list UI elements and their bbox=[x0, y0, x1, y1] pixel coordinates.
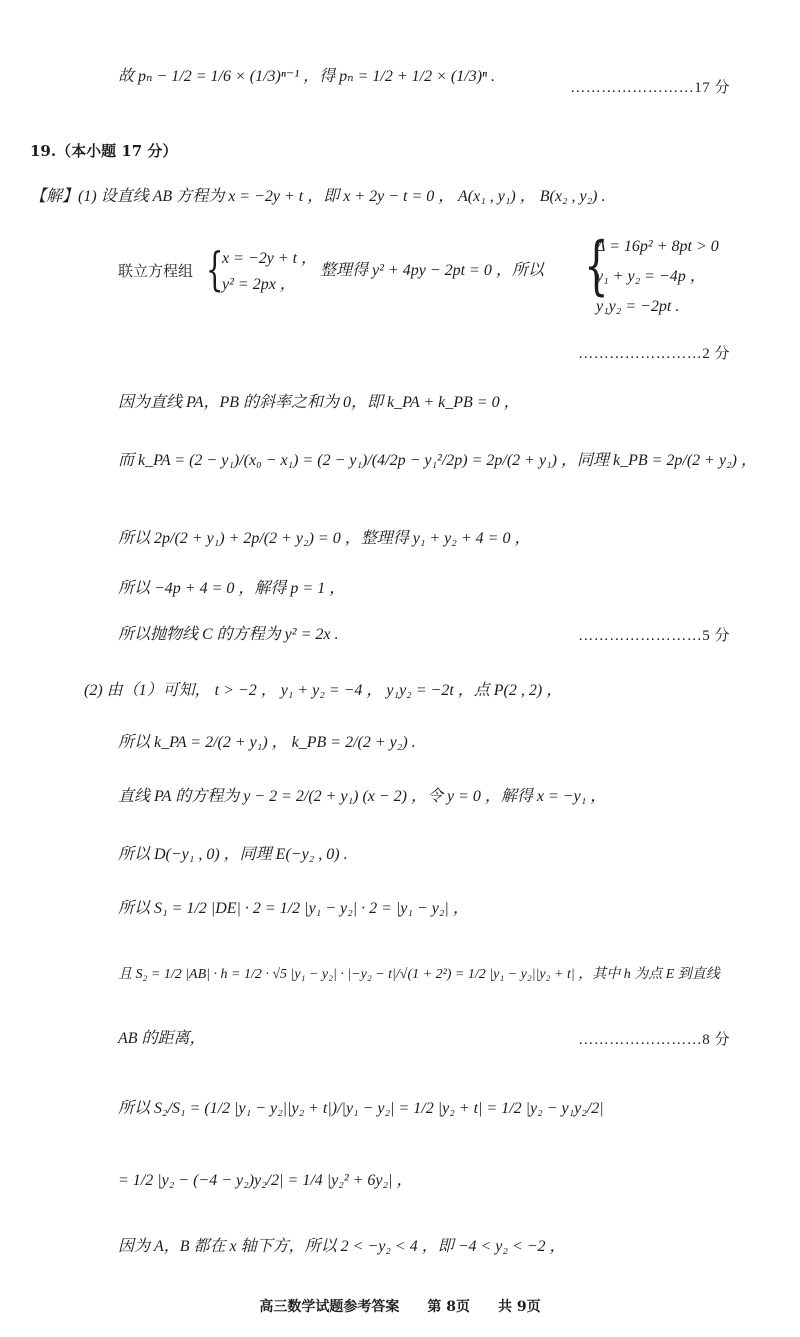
score-mark: ……………………8 分 bbox=[578, 1032, 730, 1048]
brace-icon: { bbox=[584, 229, 609, 303]
text-line: 所以 k_PA = 2/(2 + y₁) ， k_PB = 2/(2 + y₂) . bbox=[118, 734, 416, 751]
text-line: = 1/2 |y₂ − (−4 − y₂)y₂/2| = 1/4 |y₂² + 6y₂| ， bbox=[118, 1172, 413, 1189]
problem-heading: 19.（本小题 17 分） bbox=[30, 142, 178, 160]
text-line: 故 pₙ − 1/2 = 1/6 × (1/3)ⁿ⁻¹ ，得 pₙ = 1/2 + 1/2 × (1/3)ⁿ . bbox=[118, 68, 496, 85]
score-mark: ……………………5 分 bbox=[578, 628, 730, 644]
text-line: 【解】(1) 设直线 AB 方程为 x = −2y + t ，即 x + 2y − t = 0 ， A(x₁ , y₁) ， B(x₂ , y₂) . bbox=[30, 188, 606, 205]
text-line: 因为直线 PA，PB 的斜率之和为 0，即 k_PA + k_PB = 0 ， bbox=[118, 394, 520, 411]
score-mark: ……………………17 分 bbox=[570, 80, 730, 96]
equation-line: y² = 2px ， bbox=[222, 276, 296, 293]
text-line: (2) 由（1）可知， t > −2 ， y₁ + y₂ = −4 ， y₁y₂ = −2t ，点 P(2 , 2) ， bbox=[84, 682, 563, 699]
text-line: 所以 2p/(2 + y₁) + 2p/(2 + y₂) = 0 ，整理得 y₁ + y₂ + 4 = 0 ， bbox=[118, 530, 531, 547]
text-line: 而 k_PA = (2 − y₁)/(x₀ − x₁) = (2 − y₁)/(4/2p − y₁²/2p) = 2p/(2 + y₁) ，同理 k_PB = 2p/(2 + y₂) ， bbox=[118, 452, 757, 469]
page-footer: 高三数学试题参考答案 第 8页 共 9页 bbox=[259, 1299, 541, 1315]
text-line: AB 的距离， bbox=[118, 1030, 206, 1047]
text-line: 因为 A，B 都在 x 轴下方，所以 2 < −y₂ < 4 ，即 −4 < y₂ < −2 ， bbox=[118, 1238, 566, 1255]
text-line: 所以 S₂/S₁ = (1/2 |y₁ − y₂||y₂ + t|)/|y₁ − y₂| = 1/2 |y₂ + t| = 1/2 |y₂ − y₁y₂/2| bbox=[118, 1100, 604, 1117]
equation-line: x = −2y + t ， bbox=[222, 250, 318, 267]
text-line: 整理得 y² + 4py − 2pt = 0 ，所以 bbox=[320, 262, 544, 279]
text-line: 且 S₂ = 1/2 |AB| · h = 1/2 · √5 |y₁ − y₂| · |−y₂ − t|/√(1 + 2²) = 1/2 |y₁ − y₂||y₂ + t| ，其中 h 为点 E 到直线 bbox=[118, 967, 720, 982]
equation-line: y₁ + y₂ = −4p ， bbox=[596, 268, 706, 285]
brace-icon: { bbox=[205, 242, 224, 296]
score-mark: ……………………2 分 bbox=[578, 346, 730, 362]
equation-line: y₁y₂ = −2pt . bbox=[596, 298, 680, 315]
text-line: 所以 S₁ = 1/2 |DE| · 2 = 1/2 |y₁ − y₂| · 2 = |y₁ − y₂| ， bbox=[118, 900, 469, 917]
equation-line: Δ = 16p² + 8pt > 0 bbox=[596, 238, 719, 255]
text-line: 所以抛物线 C 的方程为 y² = 2x . bbox=[118, 626, 339, 643]
text-line: 联立方程组 bbox=[118, 262, 194, 280]
text-line: 所以 D(−y₁ , 0) ，同理 E(−y₂ , 0) . bbox=[118, 846, 348, 863]
text-line: 所以 −4p + 4 = 0 ，解得 p = 1 ， bbox=[118, 580, 346, 597]
text-line: 直线 PA 的方程为 y − 2 = 2/(2 + y₁) (x − 2) ，令 y = 0 ，解得 x = −y₁ ， bbox=[118, 788, 607, 805]
